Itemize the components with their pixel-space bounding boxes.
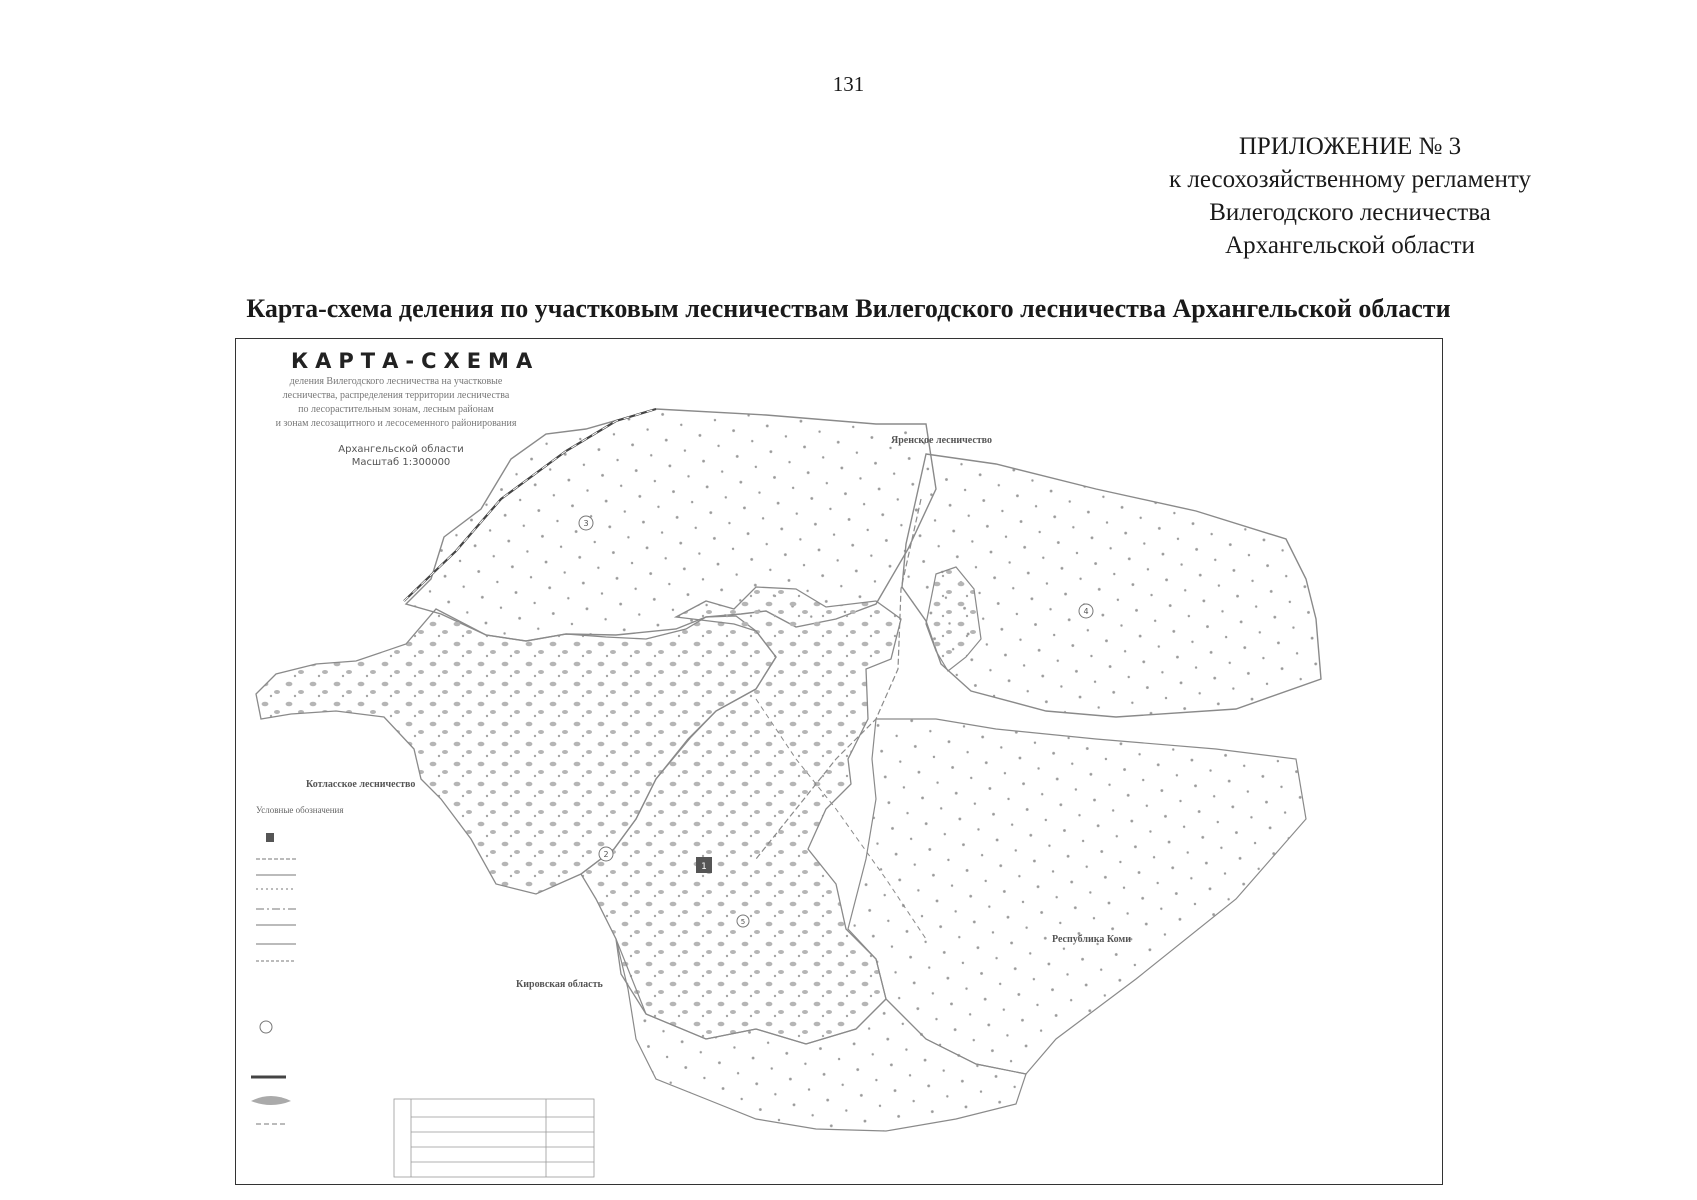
district-number: 3	[583, 519, 589, 528]
map-subtitle-line: по лесорастительным зонам, лесным районам	[298, 404, 494, 415]
map-scale: Масштаб 1:300000	[351, 457, 451, 468]
map-subtitle-line: лесничества, распределения территории лесничества	[282, 390, 510, 401]
neighbor-label-east: Республика Коми	[1052, 934, 1131, 945]
neighbor-label-south: Кировская область	[516, 979, 603, 990]
district-marker	[599, 847, 613, 861]
map-subtitle	[246, 375, 546, 431]
neighbor-label-north: Яренское лесничество	[891, 435, 993, 446]
appendix-line: ПРИЛОЖЕНИЕ № 3	[1238, 133, 1462, 160]
district-number: 1	[701, 862, 707, 872]
appendix-line: Архангельской области	[1225, 232, 1475, 259]
legend-title: Условные обозначения	[256, 805, 344, 815]
document-title: Карта-схема деления по участковым лесничествам Вилегодского лесничества Архангельской области	[246, 294, 1451, 323]
district-marker	[737, 915, 749, 927]
appendix-line: Вилегодского лесничества	[1209, 199, 1491, 226]
district-south-east	[848, 719, 1306, 1074]
appendix-line: к лесохозяйственному регламенту	[1168, 166, 1532, 193]
age-group-table	[394, 1099, 594, 1177]
map-region-block	[316, 443, 486, 469]
district-number: 4	[1083, 607, 1089, 616]
map-subtitle-line: и зонам лесозащитного и лесосеменного районирования	[275, 418, 517, 429]
appendix-header	[1100, 130, 1600, 262]
district-marker	[1079, 604, 1093, 618]
active-district-marker	[696, 857, 712, 873]
district-number: 2	[603, 850, 609, 859]
neighbor-label-west: Котласское лесничество	[306, 779, 416, 790]
map-region: Архангельской области	[338, 444, 464, 455]
district-marker	[579, 516, 593, 530]
map-frame	[235, 338, 1443, 1185]
map-heading: КАРТА-СХЕМА	[291, 349, 540, 373]
map-subtitle-line: деления Вилегодского лесничества на участковые	[289, 376, 503, 387]
page-number: 131	[832, 72, 865, 96]
legend-symbols	[251, 833, 296, 1124]
district-number: 5	[740, 918, 746, 926]
